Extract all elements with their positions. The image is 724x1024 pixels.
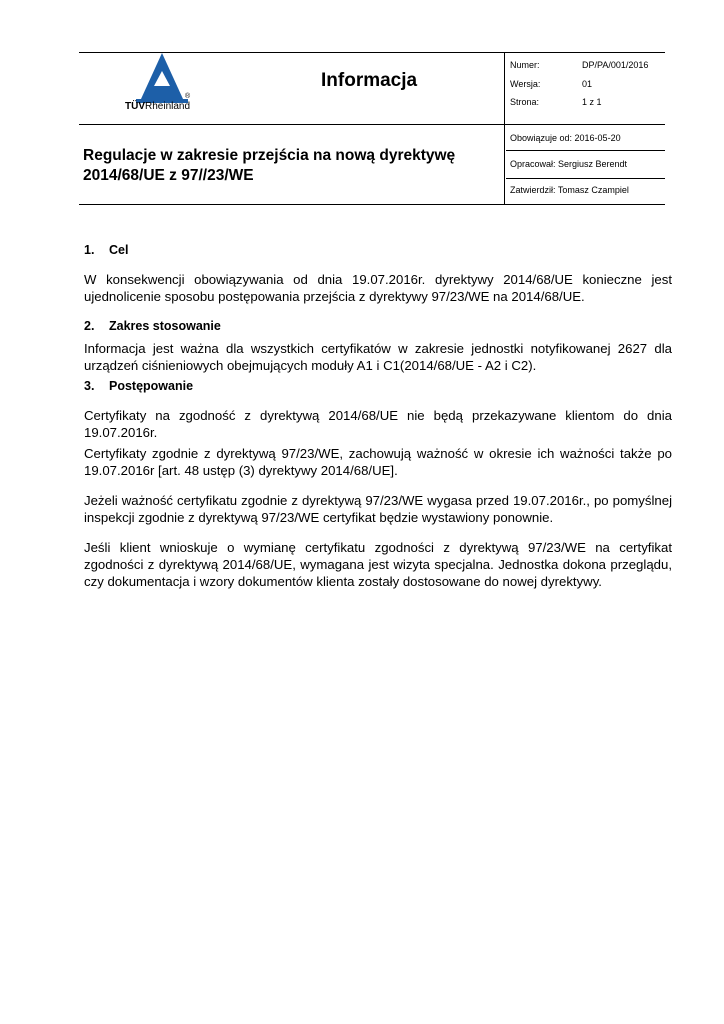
section-1-paragraph-1: W konsekwencji obowiązywania od dnia 19.07.2016r. dyrektywy 2014/68/UE konieczne jest ujednolicenie sposobu postępowania przejścia z dyrektywy 97/23/WE na 2014/68/UE. (84, 272, 672, 304)
section-1-number: 1. (84, 243, 95, 257)
info-rule-2 (506, 178, 665, 179)
header-divider (504, 52, 505, 204)
meta-page-label: Strona: (510, 97, 540, 107)
effective-date: Obowiązuje od: 2016-05-20 (510, 133, 621, 143)
meta-number-value: DP/PA/001/2016 (582, 60, 649, 70)
header-bottom-rule (79, 204, 665, 205)
section-2-paragraph-1: Informacja jest ważna dla wszystkich certyfikatów w zakresie jednostki notyfikowanej 2627 dla urządzeń ciśnieniowych obejmujących moduły A1 i C1(2014/68/UE - A2 i C2). (84, 341, 672, 373)
section-1-title: Cel (109, 243, 129, 257)
section-1-heading (84, 243, 128, 257)
document-type: Informacja (321, 70, 418, 91)
section-3-paragraph-2: Certyfikaty zgodnie z dyrektywą 97/23/WE, zachowują ważność w okresie ich ważności także po 19.07.2016r [art. 48 ustęp (3) dyrektywy 2014/68/UE]. (84, 446, 672, 478)
logo-registered-mark: ® (185, 93, 191, 100)
section-2-title: Zakres stosowanie (109, 319, 221, 333)
meta-number-label: Numer: (510, 60, 540, 70)
section-3-number: 3. (84, 379, 95, 393)
section-3-heading (84, 379, 193, 393)
document-title: Regulacje w zakresie przejścia na nową dyrektywę 2014/68/UE z 97//23/WE (83, 147, 456, 184)
approved-by: Zatwierdził: Tomasz Czampiel (510, 185, 629, 195)
section-3-paragraph-3: Jeżeli ważność certyfikatu zgodnie z dyrektywą 97/23/WE wygasa przed 19.07.2016r., po pomyślnej inspekcji zgodnie z dyrektywą 97/23/WE certyfikat będzie wystawiony ponownie. (84, 493, 672, 525)
logo-wordmark (125, 101, 190, 112)
section-3-paragraph-4: Jeśli klient wnioskuje o wymianę certyfikatu zgodności z dyrektywą 97/23/WE na certyfikat zgodności z dyrektywą 2014/68/UE, wymagana jest wizyta specjalna. Jednostka dokona przeglądu, czy dokumentacja i wzory dokumentów klienta zostały dostosowane do nowej dyrektywy. (84, 540, 672, 589)
meta-version-label: Wersja: (510, 79, 541, 89)
info-rule-1 (506, 150, 665, 151)
section-2-number: 2. (84, 319, 95, 333)
section-3-title: Postępowanie (109, 379, 194, 393)
section-2-heading (84, 319, 221, 333)
meta-version-value: 01 (582, 79, 593, 89)
logo-wordmark-bold: TÜV (125, 101, 145, 112)
header-middle-rule (79, 124, 665, 125)
prepared-by: Opracował: Sergiusz Berendt (510, 159, 628, 169)
meta-page-value: 1 z 1 (582, 97, 602, 107)
logo-wordmark-rest: Rheinland (145, 101, 191, 112)
section-3-paragraph-1: Certyfikaty na zgodność z dyrektywą 2014/68/UE nie będą przekazywane klientom do dnia 19.07.2016r. (84, 408, 672, 440)
